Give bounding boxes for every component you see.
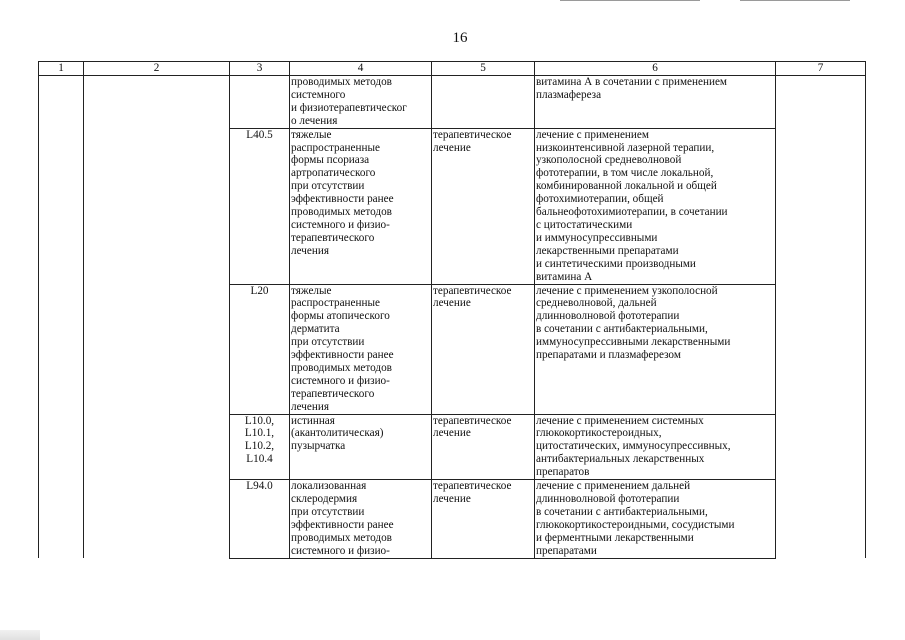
table-body	[39, 76, 866, 559]
cell-line: L94.0	[246, 480, 273, 493]
cell-line: терапевтическое	[433, 284, 512, 297]
cell-line: (акантолитическая)	[291, 427, 384, 440]
cell-line: узкополосной средневолновой	[536, 154, 682, 167]
cell-line: глюкокортикостероидных,	[536, 427, 662, 440]
cell-line: L10.1,	[244, 427, 275, 440]
code-cell	[230, 128, 290, 284]
cell-line: системного	[291, 88, 346, 101]
cell-line: L20	[250, 284, 269, 297]
cell-line: лечение с применением	[536, 128, 649, 141]
cell-line: формы псориаза	[291, 154, 370, 167]
cell-line: терапевтическое	[433, 128, 512, 141]
cell-line: дерматита	[291, 323, 340, 336]
cell-line: проводимых методов	[291, 531, 392, 544]
cell-line: плазмафереза	[536, 88, 602, 101]
column-header: 7	[776, 62, 866, 76]
cell-line: проводимых методов	[291, 361, 392, 374]
cell-line: о лечения	[291, 114, 338, 127]
cell-line: формы атопического	[291, 310, 390, 323]
cell-line: L10.2,	[244, 440, 275, 453]
cell-line: в сочетании с антибактериальными,	[536, 505, 708, 518]
cell-line: проводимых методов	[291, 206, 392, 219]
cell-line: при отсутствии	[291, 180, 365, 193]
condition-cell	[290, 414, 432, 480]
column-1-cell	[39, 76, 84, 559]
cell-line: препаратами и плазмаферезом	[536, 349, 681, 362]
page-number: 16	[452, 30, 468, 46]
cell-line: L10.4	[246, 453, 273, 466]
cell-line: лечение	[433, 493, 471, 505]
cell-line: эффективности ранее	[291, 193, 394, 206]
column-7-cell	[776, 76, 866, 559]
method-cell	[535, 128, 776, 284]
column-header: 3	[230, 62, 290, 76]
cell-line: витамина А в сочетании с применением	[536, 76, 727, 88]
cell-line: терапевтического	[291, 231, 375, 244]
cell-line: тяжелые	[291, 284, 332, 297]
method-cell	[535, 414, 776, 480]
cell-line: препаратов	[536, 466, 590, 479]
cell-line: системного и физио-	[291, 374, 390, 387]
cell-line: лечение с применением системных	[536, 414, 704, 427]
cell-line: системного и физио-	[291, 544, 390, 557]
method-cell	[535, 284, 776, 414]
method-cell	[535, 76, 776, 129]
column-header: 4	[290, 62, 432, 76]
cell-line: лечения	[291, 244, 329, 257]
code-cell	[230, 284, 290, 414]
cell-line: проводимых методов	[291, 76, 392, 88]
cell-line: локализованная	[291, 480, 367, 493]
condition-cell	[290, 480, 432, 558]
cell-line: распространенные	[291, 141, 380, 154]
cell-line: тяжелые	[291, 128, 332, 141]
column-2-cell	[84, 76, 230, 559]
cell-line: цитостатических, иммуносупрессивных,	[536, 440, 731, 453]
scan-artifact	[740, 0, 850, 1]
cell-line: L10.0,	[244, 414, 275, 427]
column-header: 1	[39, 62, 84, 76]
method-cell	[535, 480, 776, 558]
treatment-type-cell	[432, 284, 535, 414]
treatment-type-cell	[432, 414, 535, 480]
cell-line: с цитостатическими	[536, 218, 633, 231]
cell-line: лечение с применением дальней	[536, 480, 691, 493]
cell-line: склеродермия	[291, 493, 358, 505]
cell-line: и физиотерапевтическог	[291, 101, 407, 114]
cell-line: фототерапии, в том числе локальной,	[536, 167, 714, 180]
cell-line: лечения	[291, 400, 329, 413]
cell-line: бальнеофотохимиотерапии, в сочетании	[536, 206, 728, 219]
code-cell	[230, 414, 290, 480]
cell-line: лекарственными препаратами	[536, 244, 679, 257]
cell-line: антибактериальных лекарственных	[536, 453, 705, 466]
cell-line: глюкокортикостероидными, сосудистыми	[536, 518, 735, 531]
cell-line: лечение с применением узкополосной	[536, 284, 718, 297]
cell-line: эффективности ранее	[291, 518, 394, 531]
cell-line: комбинированной локальной и общей	[536, 180, 717, 193]
cell-line: при отсутствии	[291, 336, 365, 349]
cell-line: истинная	[291, 414, 335, 427]
table-row	[39, 76, 866, 129]
cell-line: распространенные	[291, 297, 380, 310]
cell-line: эффективности ранее	[291, 349, 394, 362]
cell-line: лечение	[433, 427, 471, 440]
table-header-row	[39, 62, 866, 76]
cell-line: и ферментными лекарственными	[536, 531, 694, 544]
cell-line: лечение	[433, 297, 471, 310]
column-header: 6	[535, 62, 776, 76]
cell-line: терапевтическое	[433, 414, 512, 427]
cell-line: и иммуносупрессивными	[536, 231, 658, 244]
code-cell	[230, 480, 290, 558]
cell-line: при отсутствии	[291, 505, 365, 518]
cell-line: препаратами	[536, 544, 597, 557]
cell-line: артропатического	[291, 167, 376, 180]
treatment-type-cell	[432, 480, 535, 558]
condition-cell	[290, 76, 432, 129]
cell-line: витамина А	[536, 270, 593, 283]
column-header: 2	[84, 62, 230, 76]
code-cell	[230, 76, 290, 129]
treatment-type-cell	[432, 76, 535, 129]
column-header: 5	[432, 62, 535, 76]
cell-line: низкоинтенсивной лазерной терапии,	[536, 141, 715, 154]
condition-cell	[290, 128, 432, 284]
cell-line: и синтетическими производными	[536, 257, 696, 270]
scan-edge	[0, 630, 40, 640]
cell-line: терапевтическое	[433, 480, 512, 493]
cell-line: средневолновой, дальней	[536, 297, 657, 310]
cell-line: фотохимиотерапии, общей	[536, 193, 664, 206]
treatment-type-cell	[432, 128, 535, 284]
cell-line: длинноволновой фототерапии	[536, 310, 680, 323]
document-table	[38, 61, 866, 559]
cell-line: L40.5	[246, 128, 273, 141]
cell-line: системного и физио-	[291, 218, 390, 231]
cell-line: лечение	[433, 141, 471, 154]
cell-line: иммуносупрессивными лекарственными	[536, 336, 731, 349]
cell-line: длинноволновой фототерапии	[536, 493, 680, 505]
cell-line: в сочетании с антибактериальными,	[536, 323, 708, 336]
cell-line: пузырчатка	[291, 440, 346, 453]
cell-line: терапевтического	[291, 387, 375, 400]
condition-cell	[290, 284, 432, 414]
scan-artifact	[560, 0, 700, 1]
